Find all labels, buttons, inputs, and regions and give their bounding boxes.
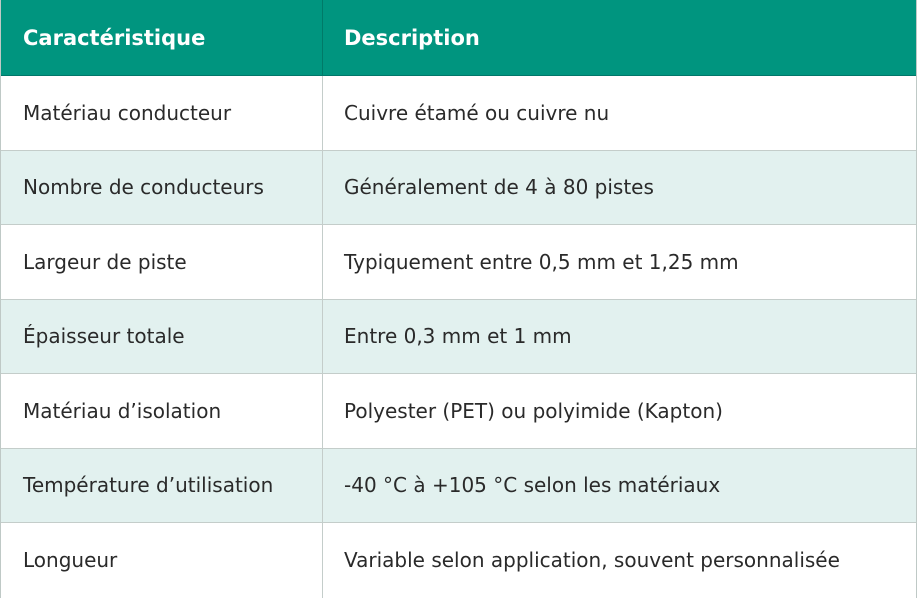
header-cell-characteristic: Caractéristique bbox=[1, 0, 323, 75]
characteristic-cell: Température d’utilisation bbox=[1, 449, 323, 523]
description-cell: Cuivre étamé ou cuivre nu bbox=[344, 100, 610, 125]
characteristic-cell: Épaisseur totale bbox=[1, 300, 323, 374]
description-cell: Typiquement entre 0,5 mm et 1,25 mm bbox=[344, 249, 739, 274]
characteristic-cell: Largeur de piste bbox=[1, 225, 323, 299]
characteristic-cell: Matériau conducteur bbox=[1, 76, 323, 150]
table-row bbox=[1, 151, 916, 226]
characteristic-cell: Longueur bbox=[1, 523, 323, 598]
description-cell: -40 °C à +105 °C selon les matériaux bbox=[344, 473, 721, 498]
table-row bbox=[1, 300, 916, 375]
table-header-row bbox=[1, 0, 916, 76]
table-row bbox=[1, 374, 916, 449]
description-cell: Variable selon application, souvent personnalisée bbox=[344, 548, 840, 573]
description-cell: Entre 0,3 mm et 1 mm bbox=[344, 324, 572, 349]
characteristic-cell: Nombre de conducteurs bbox=[1, 151, 323, 225]
table-row bbox=[1, 225, 916, 300]
characteristic-cell: Matériau d’isolation bbox=[1, 374, 323, 448]
description-cell: Polyester (PET) ou polyimide (Kapton) bbox=[344, 398, 723, 423]
header-cell-description: Description bbox=[344, 25, 480, 50]
table-row bbox=[1, 76, 916, 151]
description-cell: Généralement de 4 à 80 pistes bbox=[344, 175, 654, 200]
table-row bbox=[1, 449, 916, 524]
table-row bbox=[1, 523, 916, 598]
